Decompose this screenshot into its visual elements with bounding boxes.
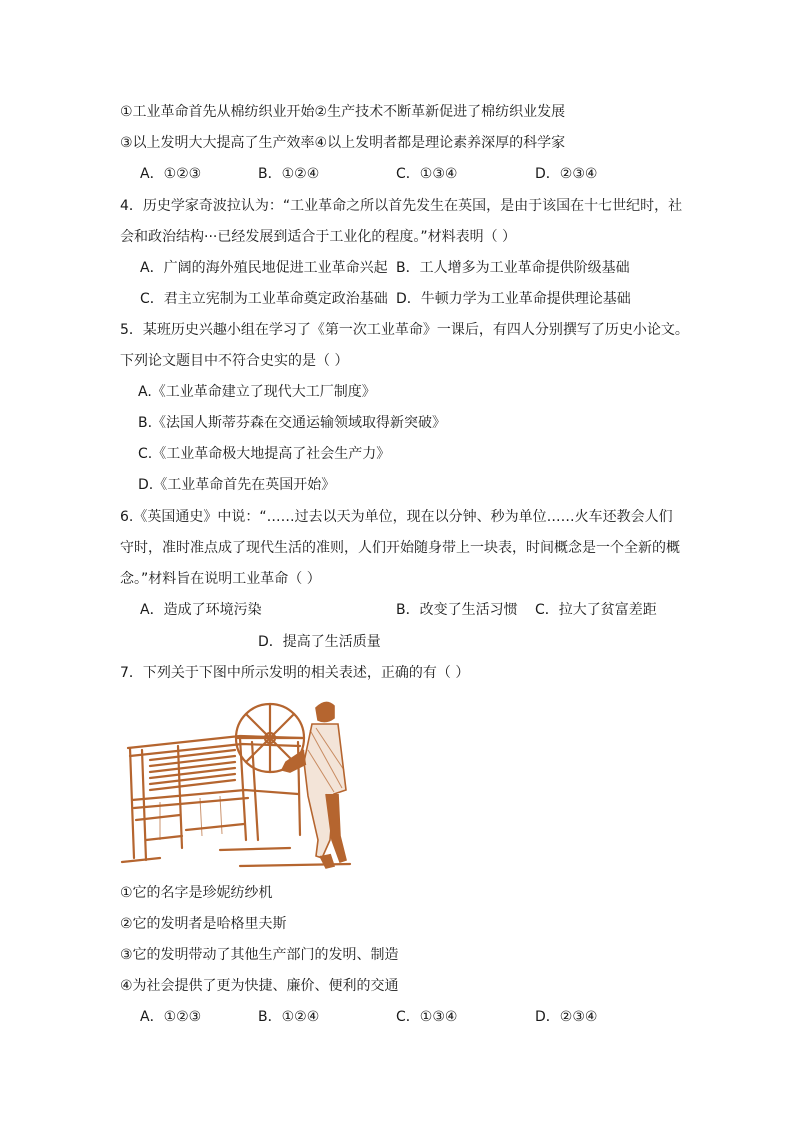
q4-option-b: B．工人增多为工业革命提供阶级基础: [396, 260, 630, 276]
q5-option-b: B.《法国人斯蒂芬森在交通运输领域取得新突破》: [138, 415, 447, 431]
q6-option-c: C．拉大了贫富差距: [535, 602, 657, 618]
q6-option-a: A．造成了环境污染: [140, 602, 262, 618]
q6-option-b: B．改变了生活习惯: [396, 602, 518, 618]
prev-option-b: B．①②④: [258, 166, 320, 182]
prev-option-a: A．①②③: [140, 166, 202, 182]
q6-stem-line-3: 念。”材料旨在说明工业革命（ ）: [120, 571, 321, 587]
q4-option-a: A．广阔的海外殖民地促进工业革命兴起: [140, 260, 388, 276]
q7-statement-4: ④为社会提供了更为快捷、廉价、便利的交通: [120, 978, 399, 994]
q7-option-d: D．②③④: [535, 1009, 598, 1025]
q4-stem-line-2: 会和政治结构···已经发展到适合于工业化的程度。”材料表明（ ）: [120, 229, 517, 245]
q6-option-d: D．提高了生活质量: [258, 634, 381, 650]
q7-option-b: B．①②④: [258, 1009, 320, 1025]
prev-option-d: D．②③④: [535, 166, 598, 182]
q7-option-a: A．①②③: [140, 1009, 202, 1025]
q6-stem-line-1: 6.《英国通史》中说：“……过去以天为单位，现在以分钟、秒为单位……火车还教会人们: [120, 509, 673, 525]
q7-option-c: C．①③④: [396, 1009, 458, 1025]
q4-option-c: C．君主立宪制为工业革命奠定政治基础: [140, 291, 388, 307]
q5-stem-line-1: 5．某班历史兴趣小组在学习了《第一次工业革命》一课后，有四人分别撰写了历史小论文。: [120, 322, 689, 338]
q7-statement-3: ③它的发明带动了其他生产部门的发明、制造: [120, 947, 399, 963]
q7-stem: 7．下列关于下图中所示发明的相关表述，正确的有（ ）: [120, 665, 470, 681]
q4-option-d: D．牛顿力学为工业革命提供理论基础: [396, 291, 631, 307]
q4-stem-line-1: 4．历史学家奇波拉认为：“工业革命之所以首先发生在英国，是由于该国在十七世纪时，社: [120, 198, 683, 214]
prev-statement-2: ③以上发明大大提高了生产效率④以上发明者都是理论素养深厚的科学家: [120, 135, 566, 151]
q5-option-a: A.《工业革命建立了现代大工厂制度》: [138, 384, 376, 400]
q6-stem-line-2: 守时，准时准点成了现代生活的准则，人们开始随身带上一块表，时间概念是一个全新的概: [120, 540, 680, 556]
q5-option-c: C.《工业革命极大地提高了社会生产力》: [138, 446, 391, 462]
q5-stem-line-2: 下列论文题目中不符合史实的是（ ）: [120, 353, 349, 369]
q7-statement-2: ②它的发明者是哈格里夫斯: [120, 916, 287, 932]
prev-option-c: C．①③④: [396, 166, 458, 182]
prev-statement-1: ①工业革命首先从棉纺织业开始②生产技术不断革新促进了棉纺织业发展: [120, 104, 566, 120]
spinning-jenny-drawing: [120, 690, 352, 872]
q7-statement-1: ①它的名字是珍妮纺纱机: [120, 885, 273, 901]
spinning-jenny-illustration: [120, 690, 352, 872]
q5-option-d: D.《工业革命首先在英国开始》: [138, 477, 336, 493]
